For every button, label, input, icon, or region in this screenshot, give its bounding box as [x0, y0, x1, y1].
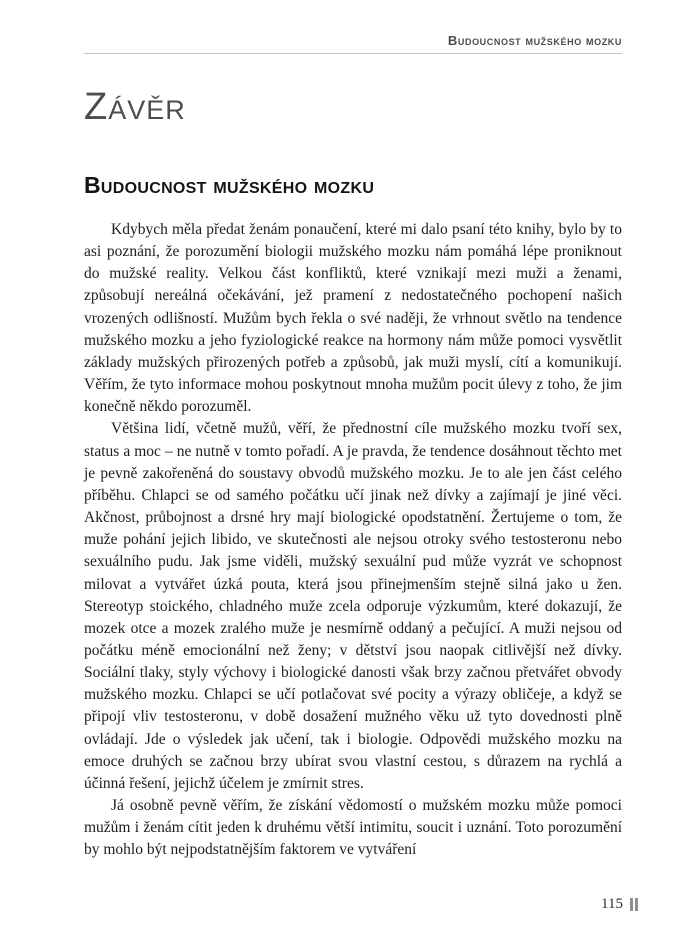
running-header: Budoucnost mužského mozku: [447, 33, 622, 48]
header-rule: [84, 53, 622, 54]
body-paragraph: Já osobně pevně věřím, že získání vědomostí o mužském mozku může pomoci mužům i ženám cítit jeden k druhému větší intimitu, soucit i uznání. Toto porozumění by mohlo být nejpodstatnějším faktorem ve vytváření: [84, 797, 622, 859]
page-header: [84, 34, 622, 54]
body-paragraph: Kdybych měla předat ženám ponaučení, které mi dalo psaní této knihy, bylo by to asi poznání, že porozumění biologii mužského mozku nám pomáhá lépe proniknout do mužské reality. Velkou část konfliktů, které vznikají mezi muži a ženami, způsobují nereálná očekávání, jež pramení z nedostatečného pochopení našich vrozených odlišností. Mužům bych řekla o své naději, že vrhnout světlo na tendence mužského mozku a jeho fyziologické reakce na hormony nám může pomoci vysvětlit základy mužských přirozených potřeb a způsobů, jak muži myslí, cítí a komunikují. Věřím, že tyto informace mohou poskytnout mnoha mužům pocit úlevy z toho, že jim konečně někdo porozuměl.: [84, 221, 622, 416]
body-text: [84, 219, 622, 862]
page-footer: [601, 896, 638, 913]
page-number: 115: [601, 896, 623, 912]
chapter-title: Závěr: [84, 86, 186, 128]
body-paragraph: Většina lidí, včetně mužů, věří, že přednostní cíle mužského mozku tvoří sex, status a moc – ne nutně v tomto pořadí. A je pravda, že tendence dosáhnout těchto met je pevně zakořeněná do soustavy obvodů mužského mozku. Je to ale jen část celého příběhu. Chlapci se od samého počátku učí jinak než dívky a zajímají je jiné věci. Akčnost, průbojnost a drsné hry mají biologické opodstatnění. Žertujeme o tom, že muže pohání jejich libido, ve skutečnosti ale nejsou otroky svého testosteronu nebo sexuálního pudu. Jak jsme viděli, mužský sexuální pud může vyzrát ve schopnost milovat a vytvářet úzká pouta, která jsou přinejmenším stejně silná jako u žen. Stereotyp stoického, chladného muže zcela odporuje výzkumům, které dokazují, že mozek otce a mozek zralého muže je nesmírně oddaný a pečující. A muži nejsou od počátku méně emocionální než ženy; v dětství jsou naopak citlivější než dívky. Sociální tlaky, styly výchovy i biologické danosti však brzy začnou přetvářet obvody mužského mozku. Chlapci se učí potlačovat své pocity a výrazy obličeje, a když se připojí vliv testosteronu, v době dosažení mužného věku už tyto dovednosti plně ovládají. Jde o výsledek jak učení, tak i biologie. Odpovědi mužského mozku na emoce druhých se začnou brzy ubírat svou vlastní cestou, s důrazem na rychlá a účinná řešení, jejichž účelem je zmírnit stres.: [84, 420, 622, 792]
page-marker-icon: [630, 898, 638, 911]
section-heading: Budoucnost mužského mozku: [84, 172, 375, 198]
